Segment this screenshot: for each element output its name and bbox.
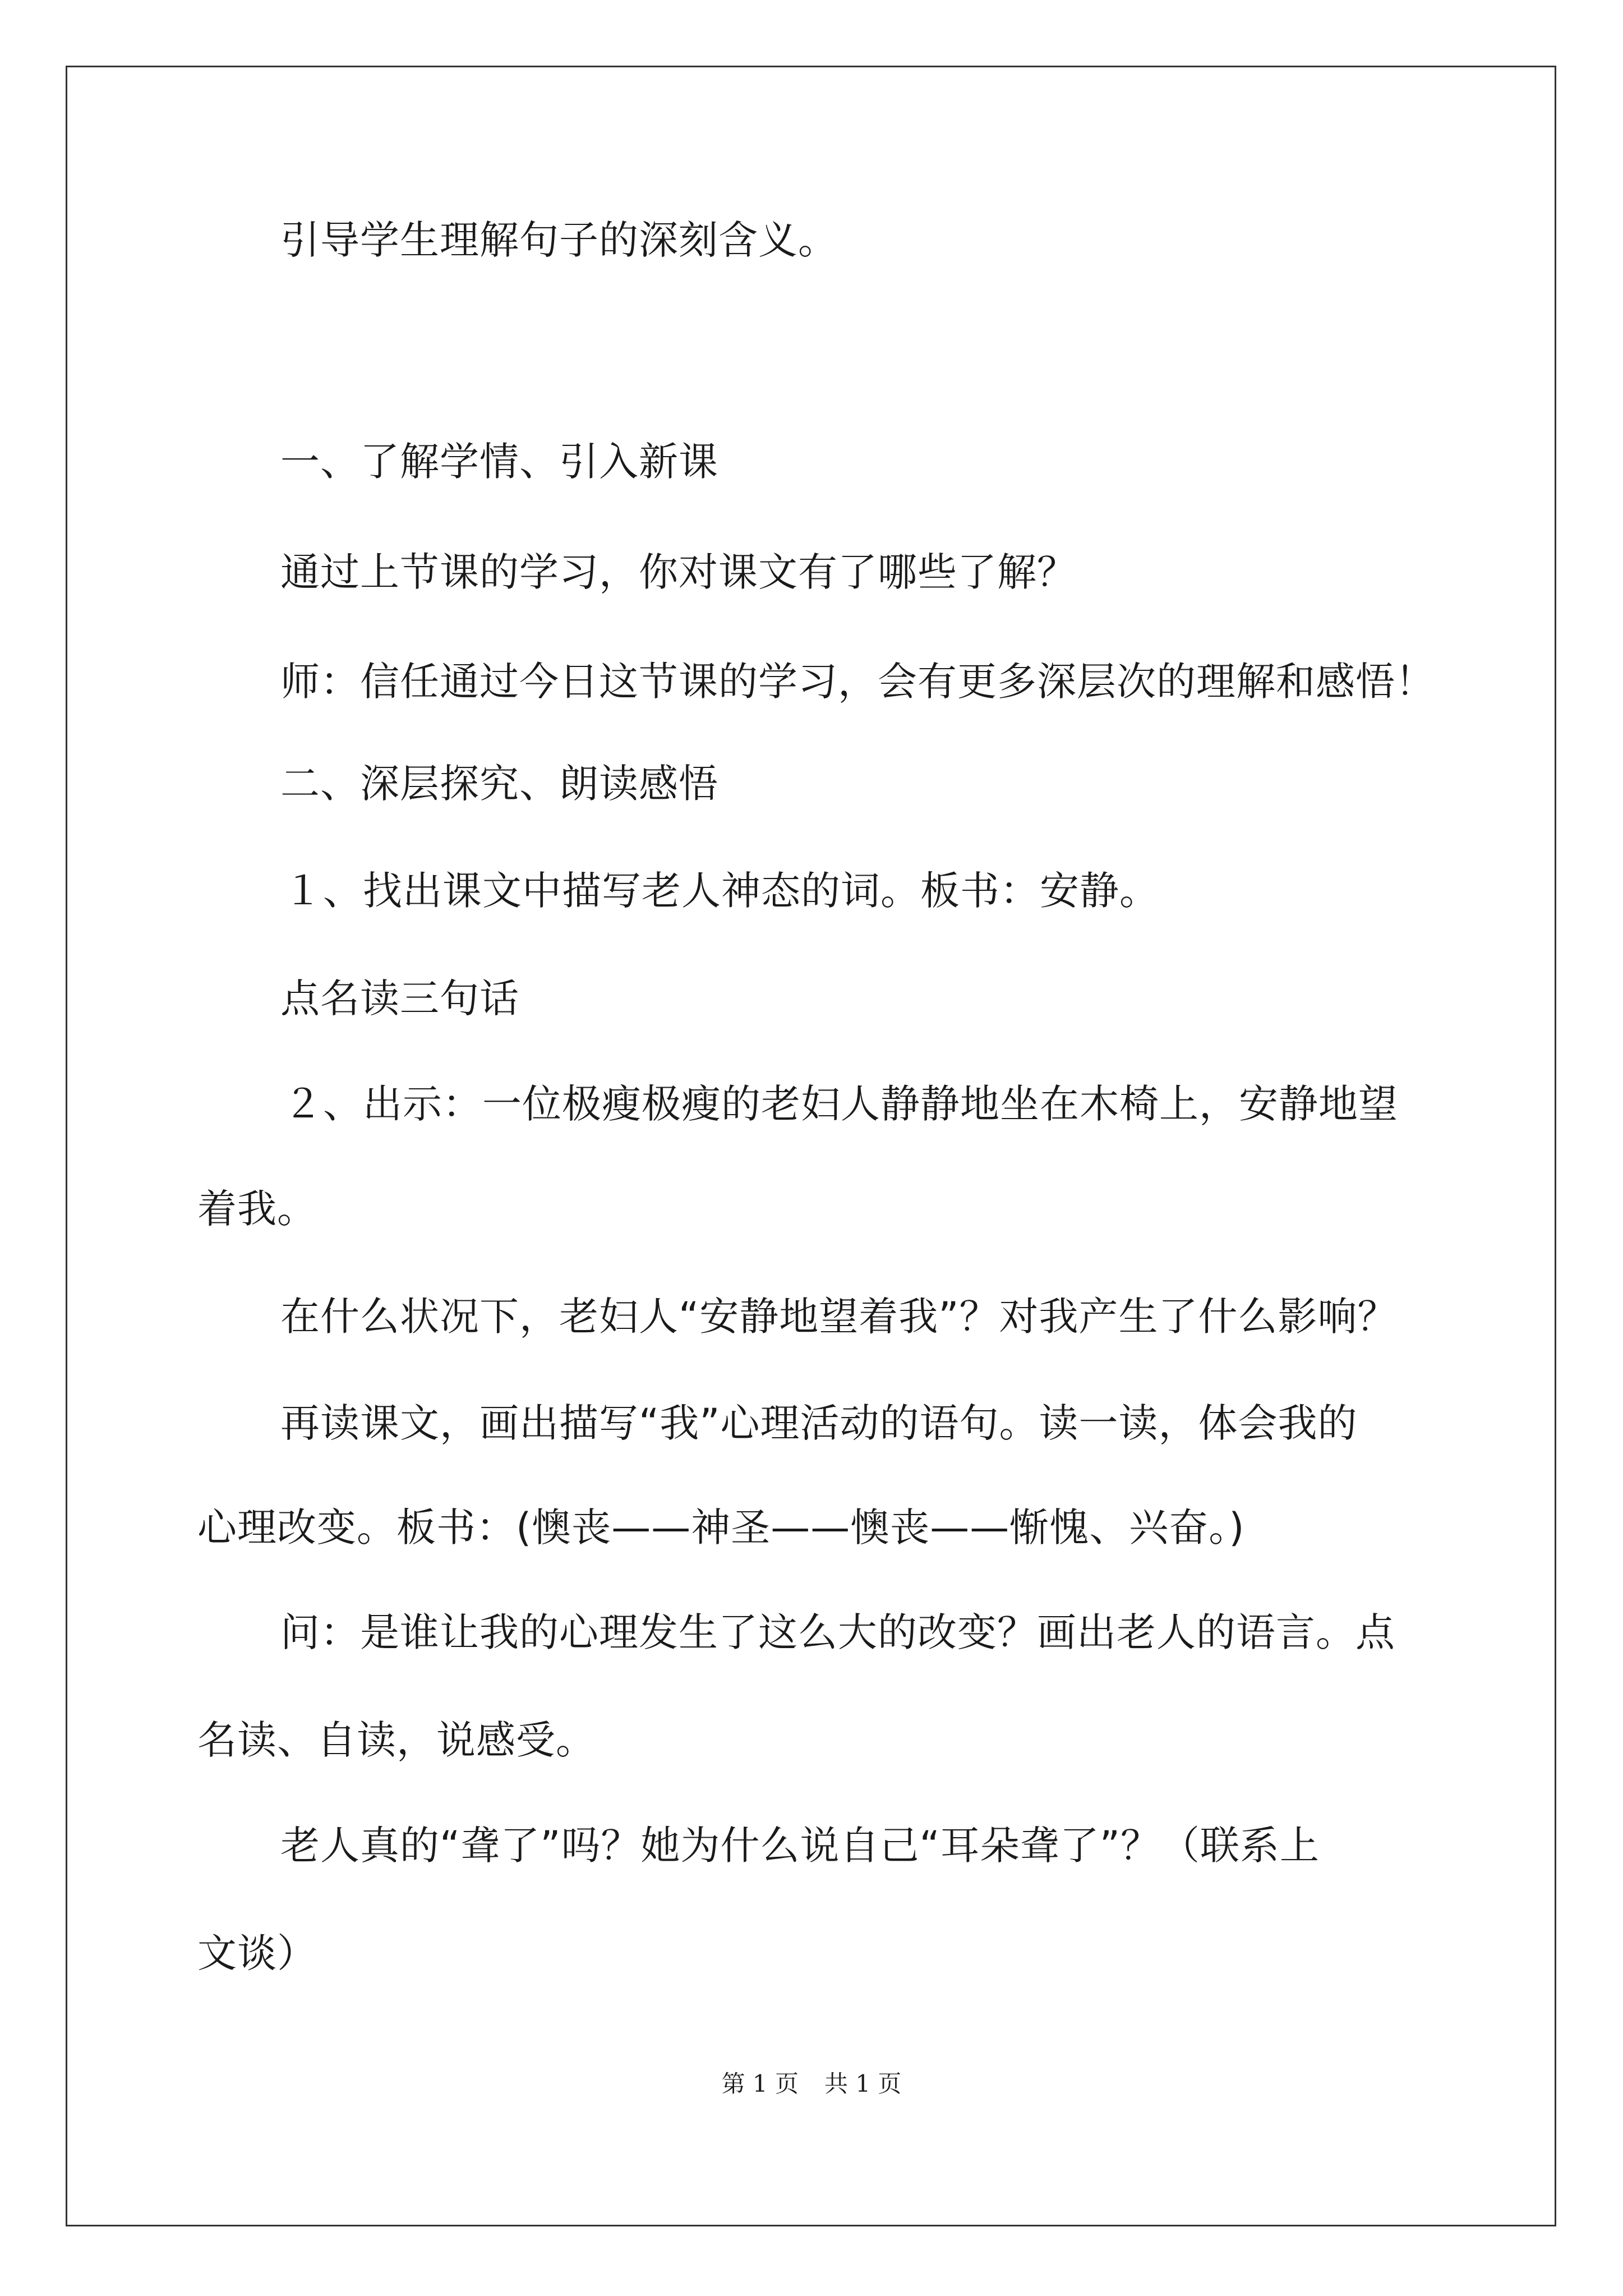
paragraph-line: 再读课文，画出描写“我”心理活动的语句。读一读，体会我的 (280, 1400, 1358, 1446)
paragraph-line: 通过上节课的学习，你对课文有了哪些了解？ (280, 549, 1077, 595)
paragraph-line: 问：是谁让我的心理发生了这么大的改变？画出老人的语言。点 (280, 1609, 1395, 1655)
paragraph-line: １、找出课文中描写老人神态的词。板书：安静。 (283, 868, 1159, 914)
paragraph-line: 名读、自读，说感受。 (197, 1717, 596, 1763)
paragraph-line: 师：信任通过今日这节课的学习，会有更多深层次的理解和感悟！ (280, 659, 1435, 705)
paragraph-line: 着我。 (197, 1186, 317, 1232)
paragraph-line: 文谈） (197, 1930, 317, 1976)
page-number: 第 1 页 (721, 2070, 799, 2097)
page-footer (0, 2067, 1623, 2101)
paragraph-line: 老人真的“聋了”吗？她为什么说自己“耳朵聋了”？（联系上 (280, 1823, 1320, 1869)
paragraph-line: 心理改变。板书：(懊丧——神圣——懊丧——惭愧、兴奋。) (197, 1504, 1245, 1550)
section-heading: 一、了解学情、引入新课 (280, 439, 718, 485)
page-total: 共 1 页 (824, 2070, 902, 2097)
paragraph-line: 点名读三句话 (280, 976, 519, 1022)
section-heading: 二、深层探究、朗读感悟 (280, 761, 718, 807)
paragraph-line: ２、出示：一位极瘦极瘦的老妇人静静地坐在木椅上，安静地望 (283, 1081, 1398, 1127)
page-border (66, 66, 1556, 2226)
paragraph-line: 引导学生理解句子的深刻含义。 (280, 217, 838, 263)
paragraph-line: 在什么状况下，老妇人“安静地望着我”？对我产生了什么影响？ (280, 1294, 1398, 1340)
